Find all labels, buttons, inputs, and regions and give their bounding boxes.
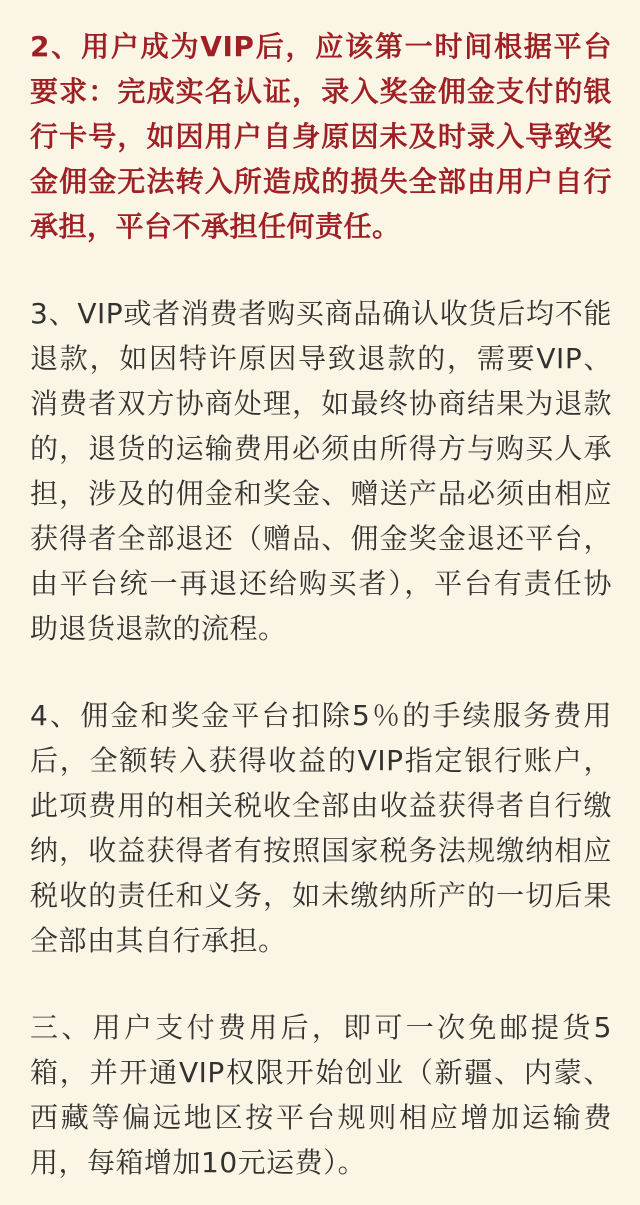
terms-paragraph-2: 2、用户成为VIP后，应该第一时间根据平台要求：完成实名认证，录入奖金佣金支付的银行卡号，如因用户自身原因未及时录入导致奖金佣金无法转入所造成的损失全部由用户自行承担，平台不承担任何责任。 bbox=[30, 30, 612, 243]
terms-paragraph-4: 4、佣金和奖金平台扣除5％的手续服务费用后，全额转入获得收益的VIP指定银行账户，此项费用的相关税收全部由收益获得者自行缴纳，收益获得者有按照国家税务法规缴纳相应税收的责任和义务，如未缴纳所产的一切后果全部由其自行承担。 bbox=[30, 699, 612, 957]
terms-paragraph-3: 3、VIP或者消费者购买商品确认收货后均不能退款，如因特许原因导致退款的，需要VIP、消费者双方协商处理，如最终协商结果为退款的，退货的运输费用必须由所得方与购买人承担，涉及的佣金和奖金、赠送产品必须由相应获得者全部退还（赠品、佣金奖金退还平台，由平台统一再退还给购买者），平台有责任协助退货退款的流程。 bbox=[30, 297, 612, 645]
terms-paragraph-section-3: 三、用户支付费用后，即可一次免邮提货5箱，并开通VIP权限开始创业（新疆、内蒙、西藏等偏远地区按平台规则相应增加运输费用，每箱增加10元运费）。 bbox=[30, 1011, 612, 1179]
